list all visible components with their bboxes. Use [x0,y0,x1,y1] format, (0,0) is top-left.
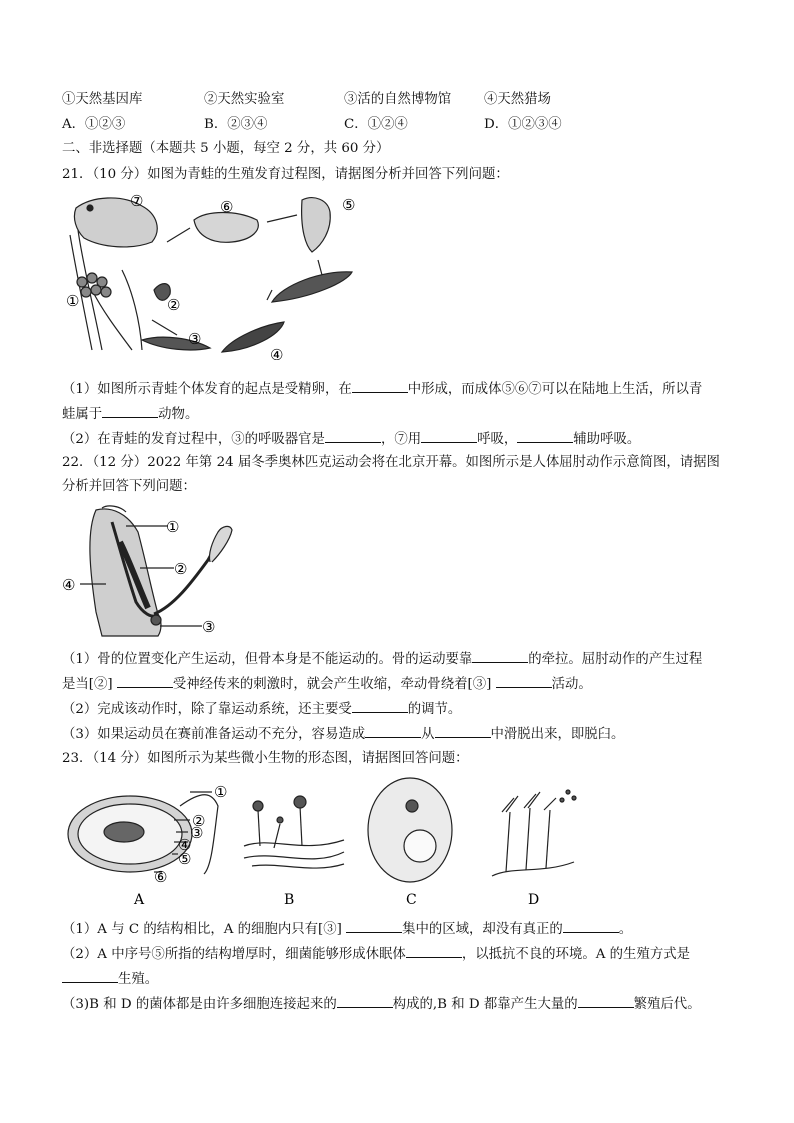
q21-stem: 21．（10 分）如图为青蛙的生殖发育过程图，请据图分析并回答下列问题： [62,167,509,182]
q22-stem: 22．（12 分）2022 年第 24 届冬季奥林匹克运动会将在北京开幕。如图所示是人体屈肘动作示意简图，请据图 [62,455,720,470]
blank[interactable] [325,430,381,443]
blank[interactable] [517,430,573,443]
q21-part1-cont: 蛙属于 动物。 [62,407,199,422]
elbow-flexion-figure [62,502,242,642]
caption-c: C [406,892,417,908]
q23-stem: 23．（14 分）如图所示为某些微小生物的形态图，请据图回答问题： [62,751,469,766]
blank[interactable] [352,380,408,393]
label-3: ③ [188,330,202,348]
blank[interactable] [102,405,158,418]
micro-label-4: ④ [178,836,192,854]
label-2: ② [167,296,181,314]
q20-item: ①天然基因库 [62,92,143,107]
arm-label-1: ① [166,518,180,536]
q23-part3: （3)B 和 D 的菌体都是由许多细胞连接起来的 构成的,B 和 D 都靠产生大量的 繁殖后代。 [62,997,701,1012]
q22-stem-cont: 分析并回答下列问题： [62,479,196,494]
blank[interactable] [406,945,462,958]
q23-part1: （1）A 与 C 的结构相比，A 的细胞内只有[③] 集中的区域，却没有真正的 。 [62,922,633,937]
q20-items-row [62,91,551,109]
blank[interactable] [117,675,173,688]
q20-option-d: D．①②③④ [484,117,562,132]
caption-a: A [134,892,145,908]
microorganisms-figure [62,776,582,910]
blank[interactable] [496,675,552,688]
blank[interactable] [62,970,118,983]
q20-item: ④天然猎场 [484,92,551,107]
label-1: ① [66,292,80,310]
q20-option-c: C．①②④ [344,117,408,132]
q21-part2: （2）在青蛙的发育过程中，③的呼吸器官是 ，⑦用 呼吸， 辅助呼吸。 [62,432,641,447]
arm-label-3: ③ [202,618,216,636]
micro-label-6: ⑥ [154,868,168,886]
section-title: 二、非选择题（本题共 5 小题，每空 2 分，共 60 分） [62,141,390,156]
q22-part2: （2）完成该动作时，除了靠运动系统，还主要受 的调节。 [62,702,462,717]
q20-option-b: B．②③④ [204,117,268,132]
micro-label-3: ③ [190,824,204,842]
q22-part1: （1）骨的位置变化产生运动，但骨本身是不能运动的。骨的运动要靠 的牵拉。屈肘动作的产生过程 [62,652,703,667]
q20-option-a: A．①②③ [62,117,126,132]
q20-options-row [62,116,562,134]
blank[interactable] [421,430,477,443]
blank[interactable] [346,920,402,933]
blank[interactable] [563,920,619,933]
q22-part3: （3）如果运动员在赛前准备运动不充分，容易造成 从 中滑脱出来，即脱臼。 [62,727,625,742]
micro-label-2: ② [192,812,206,830]
blank[interactable] [435,725,491,738]
blank[interactable] [337,995,393,1008]
q20-item: ③活的自然博物馆 [344,92,452,107]
q22-part1-cont: 是当[②] 受神经传来的刺激时，就会产生收缩，牵动骨绕着[③] 活动。 [62,677,592,692]
q21-part1: （1）如图所示青蛙个体发育的起点是受精卵，在 中形成，而成体⑤⑥⑦可以在陆地上生活，所以青 [62,382,703,397]
q23-part2-cont: 生殖。 [62,970,158,989]
q20-item: ②天然实验室 [204,92,285,107]
micro-label-1: ① [214,783,228,801]
arm-label-2: ② [174,560,188,578]
label-4: ④ [270,346,284,360]
label-7: ⑦ [130,192,144,210]
blank[interactable] [472,650,528,663]
label-5: ⑤ [342,196,356,214]
blank[interactable] [352,700,408,713]
caption-d: D [528,892,540,908]
frog-lifecycle-figure [62,190,362,360]
q23-part2: （2）A 中序号⑤所指的结构增厚时，细菌能够形成休眠体 ，以抵抗不良的环境。A 的生殖方式是 [62,947,691,962]
blank[interactable] [578,995,634,1008]
micro-label-5: ⑤ [178,850,192,868]
caption-b: B [284,892,295,908]
label-6: ⑥ [220,198,234,216]
blank[interactable] [365,725,421,738]
arm-label-4: ④ [62,576,76,594]
